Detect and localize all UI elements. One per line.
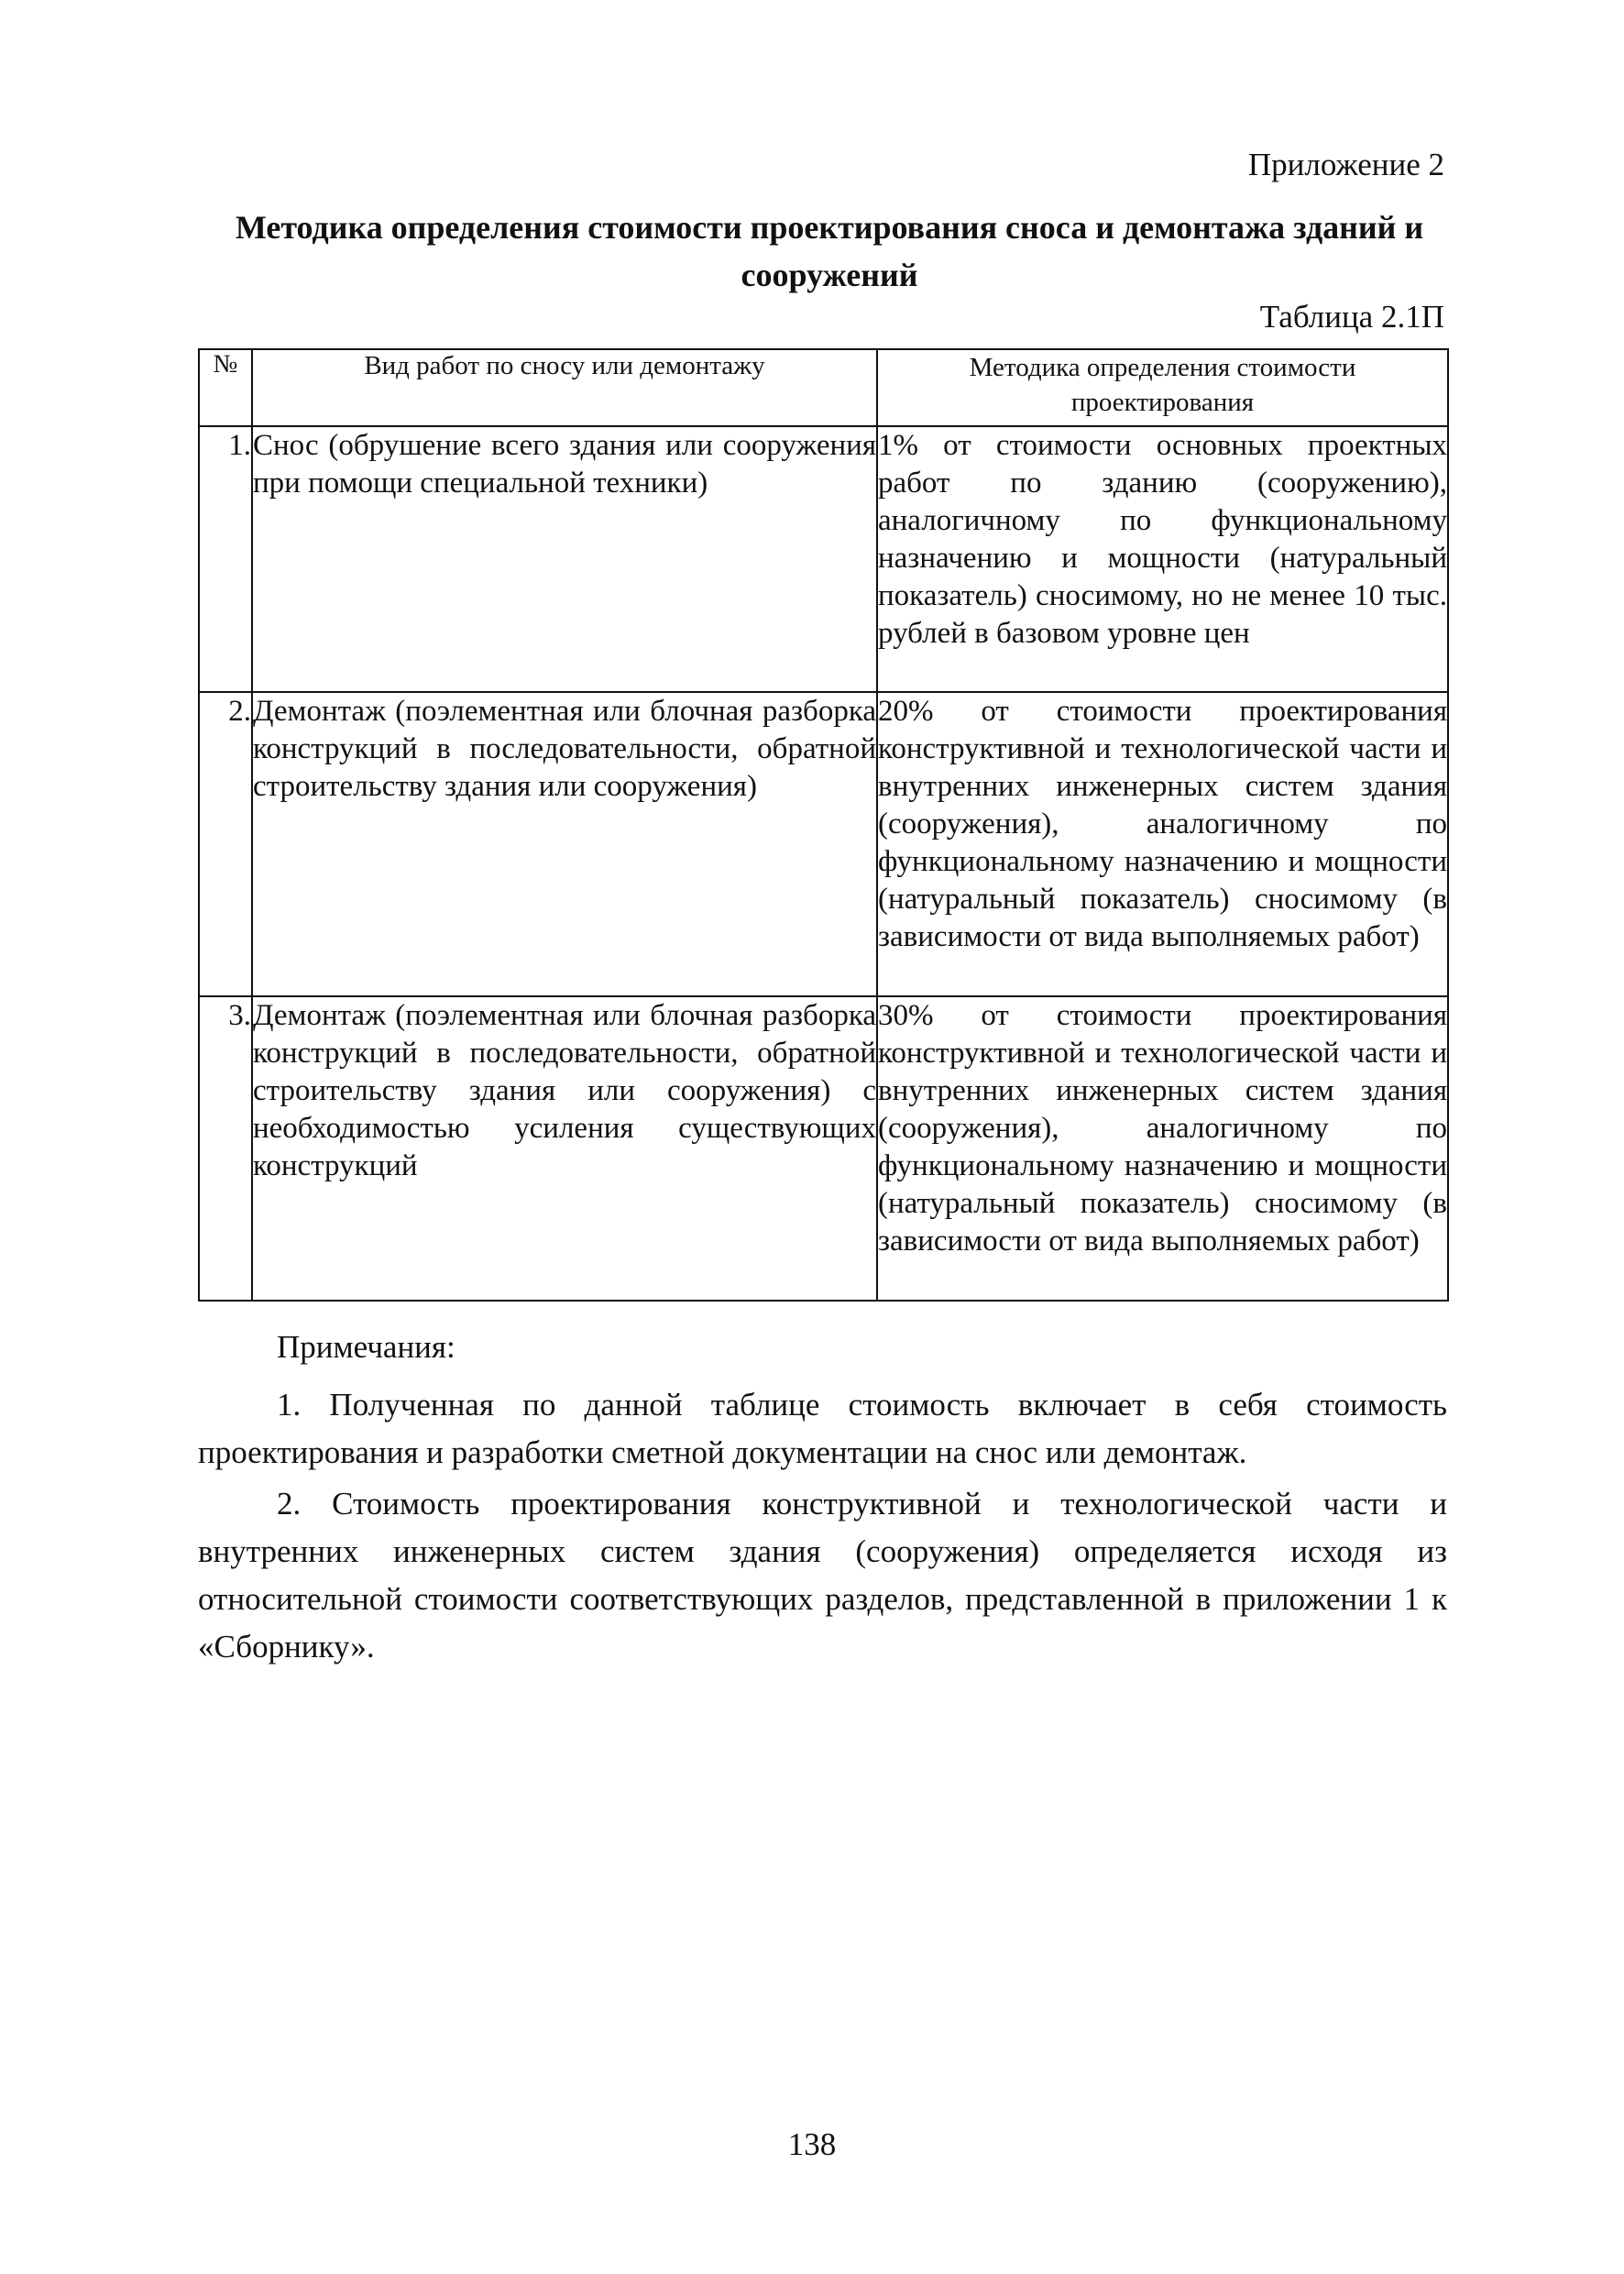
row-work-kind: Снос (обрушение всего здания или сооружения при помощи специальной техники) bbox=[252, 426, 877, 692]
row-method: 20% от стоимости проектирования конструктивной и технологической части и внутренних инженерных систем здания (сооружения), аналогичному по функциональному назначению и мощности (натуральный показатель) сносимому (в зависимости от вида выполняемых работ) bbox=[877, 692, 1448, 996]
row-work-kind: Демонтаж (поэлементная или блочная разборка конструкций в последовательности, обратной строительству здания или сооружения) с необходимостью усиления существующих конструкций bbox=[252, 996, 877, 1301]
document-title: Методика определения стоимости проектирования сноса и демонтажа зданий и сооружений bbox=[235, 209, 1424, 293]
header-work-kind: Вид работ по сносу или демонтажу bbox=[252, 349, 877, 426]
row-work-kind: Демонтаж (поэлементная или блочная разборка конструкций в последовательности, обратной строительству здания или сооружения) bbox=[252, 692, 877, 996]
table-row bbox=[199, 426, 1448, 692]
header-method: Методика определения стоимости проектирования bbox=[877, 349, 1448, 426]
table-caption: Таблица 2.1П bbox=[1259, 299, 1444, 335]
header-num: № bbox=[199, 349, 252, 426]
table-header-row bbox=[199, 349, 1448, 426]
page-number: 138 bbox=[787, 2126, 837, 2162]
cost-method-table bbox=[198, 348, 1449, 1302]
note-item: 2. Стоимость проектирования конструктивной и технологической части и внутренних инженерных систем здания (сооружения) определяется исходя из относительной стоимости соответствующих разделов, представленной в приложении 1 к «Сборнику». bbox=[198, 1486, 1447, 1664]
table-row bbox=[199, 996, 1448, 1301]
row-method: 1% от стоимости основных проектных работ по зданию (сооружению), аналогичному по функциональному назначению и мощности (натуральный показатель) сносимому, но не менее 10 тыс. рублей в базовом уровне цен bbox=[877, 426, 1448, 692]
row-number: 3. bbox=[199, 996, 252, 1301]
note-item: 1. Полученная по данной таблице стоимость включает в себя стоимость проектирования и разработки сметной документации на снос или демонтаж. bbox=[198, 1387, 1447, 1470]
row-method: 30% от стоимости проектирования конструктивной и технологической части и внутренних инженерных систем здания (сооружения), аналогичному по функциональному назначению и мощности (натуральный показатель) сносимому (в зависимости от вида выполняемых работ) bbox=[877, 996, 1448, 1301]
notes-title: Примечания: bbox=[277, 1329, 455, 1365]
appendix-label: Приложение 2 bbox=[1247, 147, 1444, 182]
table-row bbox=[199, 692, 1448, 996]
row-number: 1. bbox=[199, 426, 252, 692]
row-number: 2. bbox=[199, 692, 252, 996]
